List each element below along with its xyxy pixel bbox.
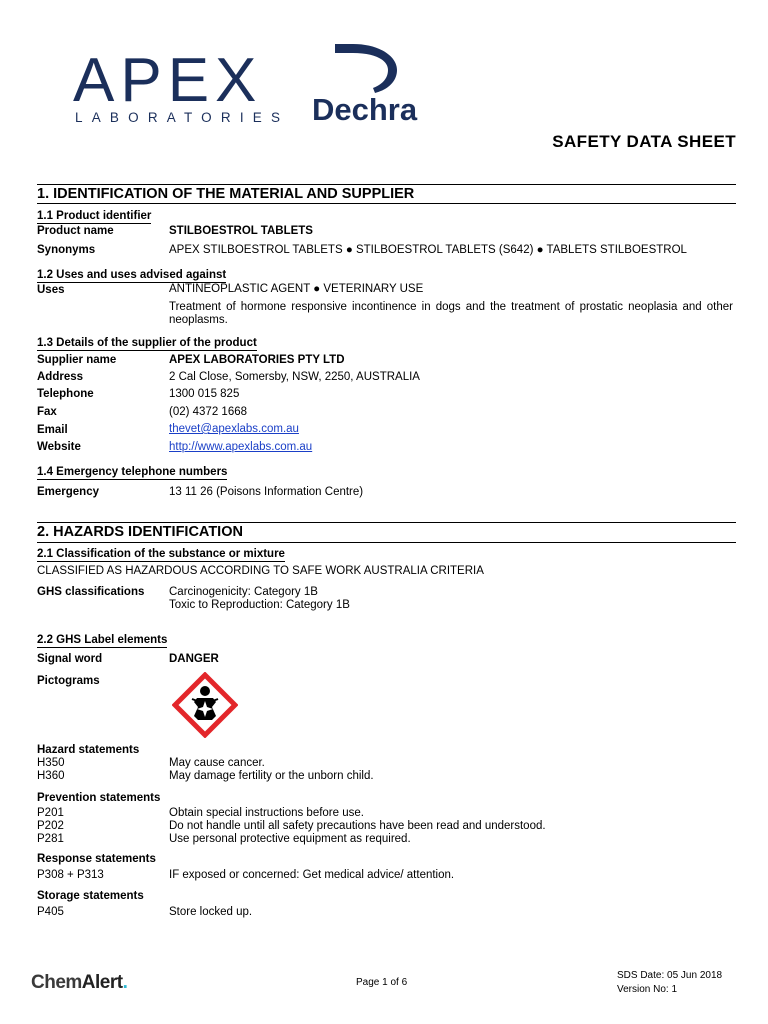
section-2-title: 2. HAZARDS IDENTIFICATION (37, 524, 243, 540)
section-1-bottom-rule (37, 203, 736, 204)
telephone-label: Telephone (37, 388, 94, 400)
ghs-classification-1: Carcinogenicity: Category 1B (169, 586, 318, 598)
ghs-health-hazard-pictogram-icon (172, 672, 238, 738)
section-1-top-rule (37, 184, 736, 185)
chemalert-logo-part: Alert (81, 972, 123, 993)
subsection-1-3: 1.3 Details of the supplier of the product (37, 337, 257, 349)
response-text: IF exposed or concerned: Get medical advice/ attention. (169, 869, 455, 881)
storage-text: Store locked up. (169, 906, 253, 918)
uses-value: ANTINEOPLASTIC AGENT ● VETERINARY USE (169, 283, 424, 295)
prevention-code: P202 (37, 820, 64, 832)
pictograms-label: Pictograms (37, 675, 100, 687)
ghs-classification-2: Toxic to Reproduction: Category 1B (169, 599, 350, 611)
ghs-classifications-label: GHS classifications (37, 586, 145, 598)
product-name-value: STILBOESTROL TABLETS (169, 225, 313, 237)
hazard-code: H350 (37, 757, 65, 769)
apex-logo-subtitle: LABORATORIES (75, 110, 290, 125)
prevention-text: Use personal protective equipment as required. (169, 833, 411, 845)
subsection-2-1: 2.1 Classification of the substance or mixture (37, 548, 285, 560)
email-label: Email (37, 424, 68, 436)
sds-date: SDS Date: 05 Jun 2018 (617, 970, 723, 981)
hazard-text: May damage fertility or the unborn child. (169, 770, 374, 782)
section-2-top-rule (37, 522, 736, 523)
document-title: SAFETY DATA SHEET (552, 132, 736, 151)
subsection-1-2: 1.2 Uses and uses advised against (37, 269, 227, 281)
emergency-value: 13 11 26 (Poisons Information Centre) (169, 486, 364, 498)
prevention-code: P201 (37, 807, 64, 819)
section-2-bottom-rule (37, 542, 736, 543)
storage-code: P405 (37, 906, 64, 918)
response-statements-label: Response statements (37, 853, 156, 865)
email-link[interactable]: thevet@apexlabs.com.au (169, 423, 299, 435)
product-name-label: Product name (37, 225, 114, 237)
sds-meta (617, 969, 722, 997)
prevention-text: Obtain special instructions before use. (169, 807, 364, 819)
fax-label: Fax (37, 406, 57, 418)
chemalert-logo (31, 973, 127, 992)
synonyms-value: APEX STILBOESTROL TABLETS ● STILBOESTROL TABLETS (S642) ● TABLETS STILBOESTROL (169, 244, 687, 256)
apex-logo-text: APEX (73, 46, 263, 115)
page-number: Page 1 of 6 (356, 977, 408, 988)
fax-value: (02) 4372 1668 (169, 406, 248, 418)
website-label: Website (37, 441, 81, 453)
signal-word-value: DANGER (169, 653, 219, 665)
website-link[interactable]: http://www.apexlabs.com.au (169, 441, 313, 453)
storage-statements-label: Storage statements (37, 890, 144, 902)
classification-statement: CLASSIFIED AS HAZARDOUS ACCORDING TO SAFE WORK AUSTRALIA CRITERIA (37, 565, 484, 577)
prevention-text: Do not handle until all safety precautions have been read and understood. (169, 820, 546, 832)
synonyms-label: Synonyms (37, 244, 96, 256)
emergency-label: Emergency (37, 486, 100, 498)
hazard-code: H360 (37, 770, 65, 782)
response-code: P308 + P313 (37, 869, 104, 881)
supplier-value: APEX LABORATORIES PTY LTD (169, 354, 345, 366)
subsection-2-2: 2.2 GHS Label elements (37, 634, 168, 646)
version-number: Version No: 1 (617, 984, 678, 995)
dechra-logo-text: Dechra (312, 92, 418, 127)
chemalert-logo-part: Chem (31, 972, 82, 993)
hazard-text: May cause cancer. (169, 757, 265, 769)
telephone-value: 1300 015 825 (169, 388, 240, 400)
section-1-title: 1. IDENTIFICATION OF THE MATERIAL AND SUPPLIER (37, 186, 415, 202)
dechra-logo-mark (333, 44, 399, 94)
uses-label: Uses (37, 284, 65, 296)
subsection-1-1: 1.1 Product identifier (37, 210, 152, 222)
uses-description: Treatment of hormone responsive incontinence in dogs and the treatment of prostatic neoplasia and other neoplasms. (169, 301, 733, 326)
supplier-label: Supplier name (37, 354, 117, 366)
chemalert-logo-dot: . (122, 972, 128, 993)
address-value: 2 Cal Close, Somersby, NSW, 2250, AUSTRALIA (169, 371, 420, 383)
subsection-1-4: 1.4 Emergency telephone numbers (37, 466, 228, 478)
hazard-statements-label: Hazard statements (37, 744, 140, 756)
signal-word-label: Signal word (37, 653, 103, 665)
address-label: Address (37, 371, 84, 383)
prevention-statements-label: Prevention statements (37, 792, 161, 804)
prevention-code: P281 (37, 833, 64, 845)
